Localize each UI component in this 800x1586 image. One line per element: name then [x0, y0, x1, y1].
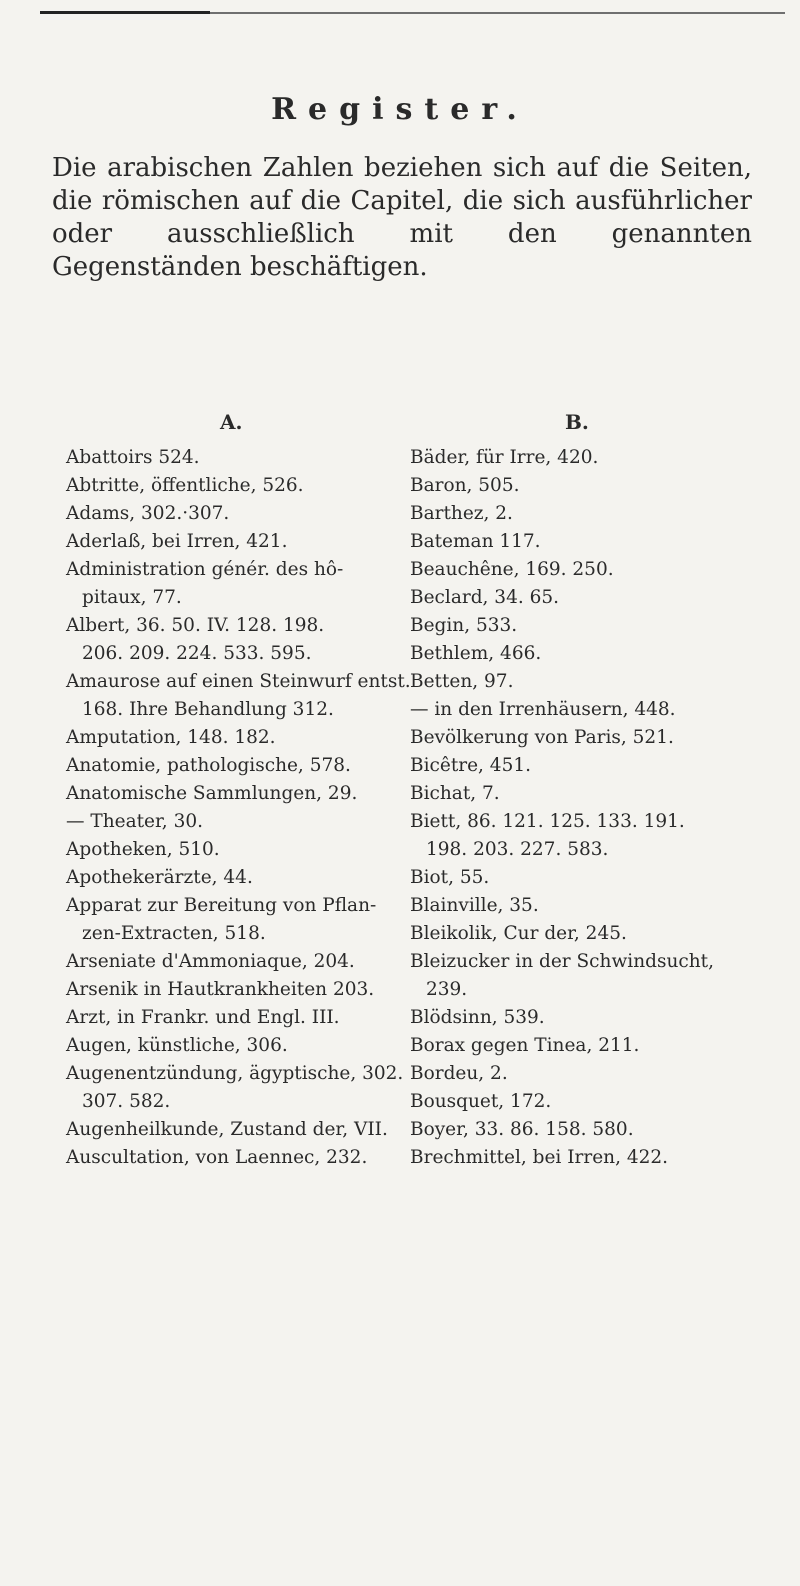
index-entry: 239. — [426, 979, 468, 1000]
index-entry: Arzt, in Frankr. und Engl. III. — [66, 1007, 340, 1028]
index-entry: Betten, 97. — [410, 671, 514, 692]
index-entry: Baron, 505. — [410, 475, 520, 496]
index-entry: Brechmittel, bei Irren, 422. — [410, 1147, 669, 1168]
index-entry: Augen, künstliche, 306. — [66, 1035, 288, 1056]
index-entry: Blainville, 35. — [410, 895, 539, 916]
index-entry: Abattoirs 524. — [66, 447, 200, 468]
index-entry: Borax gegen Tinea, 211. — [410, 1035, 640, 1056]
index-entry: Blödsinn, 539. — [410, 1007, 545, 1028]
left-column — [66, 444, 411, 1172]
index-entry: Begin, 533. — [410, 615, 518, 636]
index-entry: Bicêtre, 451. — [410, 755, 531, 776]
section-letter-b: B. — [565, 410, 589, 434]
page-title: Register. — [271, 92, 529, 127]
index-entry: Apotheken, 510. — [66, 839, 220, 860]
index-entry: — Theater, 30. — [66, 811, 203, 832]
intro-paragraph: Die arabischen Zahlen beziehen sich auf die Seiten, die römischen auf die Capitel, die sich ausführlicher oder ausschließlich mit den genannten Gegenständen beschäftigen. — [52, 153, 752, 282]
index-entry: Bleizucker in der Schwindsucht, — [410, 951, 714, 972]
index-entry: Boyer, 33. 86. 158. 580. — [410, 1119, 634, 1140]
section-letter-a: A. — [220, 410, 243, 434]
index-entry: Bäder, für Irre, 420. — [410, 447, 599, 468]
index-entry: 307. 582. — [82, 1091, 171, 1112]
index-entry: Anatomie, pathologische, 578. — [66, 755, 351, 776]
index-entry: Biot, 55. — [410, 867, 490, 888]
index-entry: — in den Irrenhäusern, 448. — [410, 699, 676, 720]
index-entry: Beclard, 34. 65. — [410, 587, 560, 608]
index-entry: Arseniate d'Ammoniaque, 204. — [66, 951, 355, 972]
index-entry: pitaux, 77. — [82, 587, 182, 608]
index-entry: Bateman 117. — [410, 531, 541, 552]
index-entry: Beauchêne, 169. 250. — [410, 559, 614, 580]
index-entry: Amaurose auf einen Steinwurf entst. — [66, 671, 411, 692]
index-entry: Apparat zur Bereitung von Pflan- — [66, 895, 377, 916]
index-entry: Apothekerärzte, 44. — [66, 867, 253, 888]
index-entry: Augenentzündung, ägyptische, 302. — [66, 1063, 404, 1084]
right-column — [410, 444, 760, 1172]
index-entry: Bordeu, 2. — [410, 1063, 508, 1084]
index-entry: Administration génér. des hô- — [66, 559, 344, 580]
index-entry: 168. Ihre Behandlung 312. — [82, 699, 334, 720]
index-entry: Bleikolik, Cur der, 245. — [410, 923, 627, 944]
index-entry: Abtritte, öffentliche, 526. — [66, 475, 304, 496]
index-entry: 206. 209. 224. 533. 595. — [82, 643, 312, 664]
index-entry: Bethlem, 466. — [410, 643, 542, 664]
index-entry: Adams, 302.·307. — [66, 503, 230, 524]
index-entry: 198. 203. 227. 583. — [426, 839, 609, 860]
index-entry: Anatomische Sammlungen, 29. — [66, 783, 358, 804]
top-rule-accent — [40, 11, 210, 14]
index-entry: Bevölkerung von Paris, 521. — [410, 727, 674, 748]
index-entry: Arsenik in Hautkrankheiten 203. — [66, 979, 375, 1000]
index-entry: Aderlaß, bei Irren, 421. — [66, 531, 288, 552]
index-entry: Biett, 86. 121. 125. 133. 191. — [410, 811, 685, 832]
index-entry: Bichat, 7. — [410, 783, 500, 804]
index-entry: Barthez, 2. — [410, 503, 513, 524]
index-entry: Augenheilkunde, Zustand der, VII. — [66, 1119, 388, 1140]
index-entry: Bousquet, 172. — [410, 1091, 552, 1112]
index-entry: Auscultation, von Laennec, 232. — [66, 1147, 368, 1168]
index-entry: Amputation, 148. 182. — [66, 727, 276, 748]
index-entry: Albert, 36. 50. IV. 128. 198. — [66, 615, 325, 636]
index-entry: zen-Extracten, 518. — [82, 923, 266, 944]
